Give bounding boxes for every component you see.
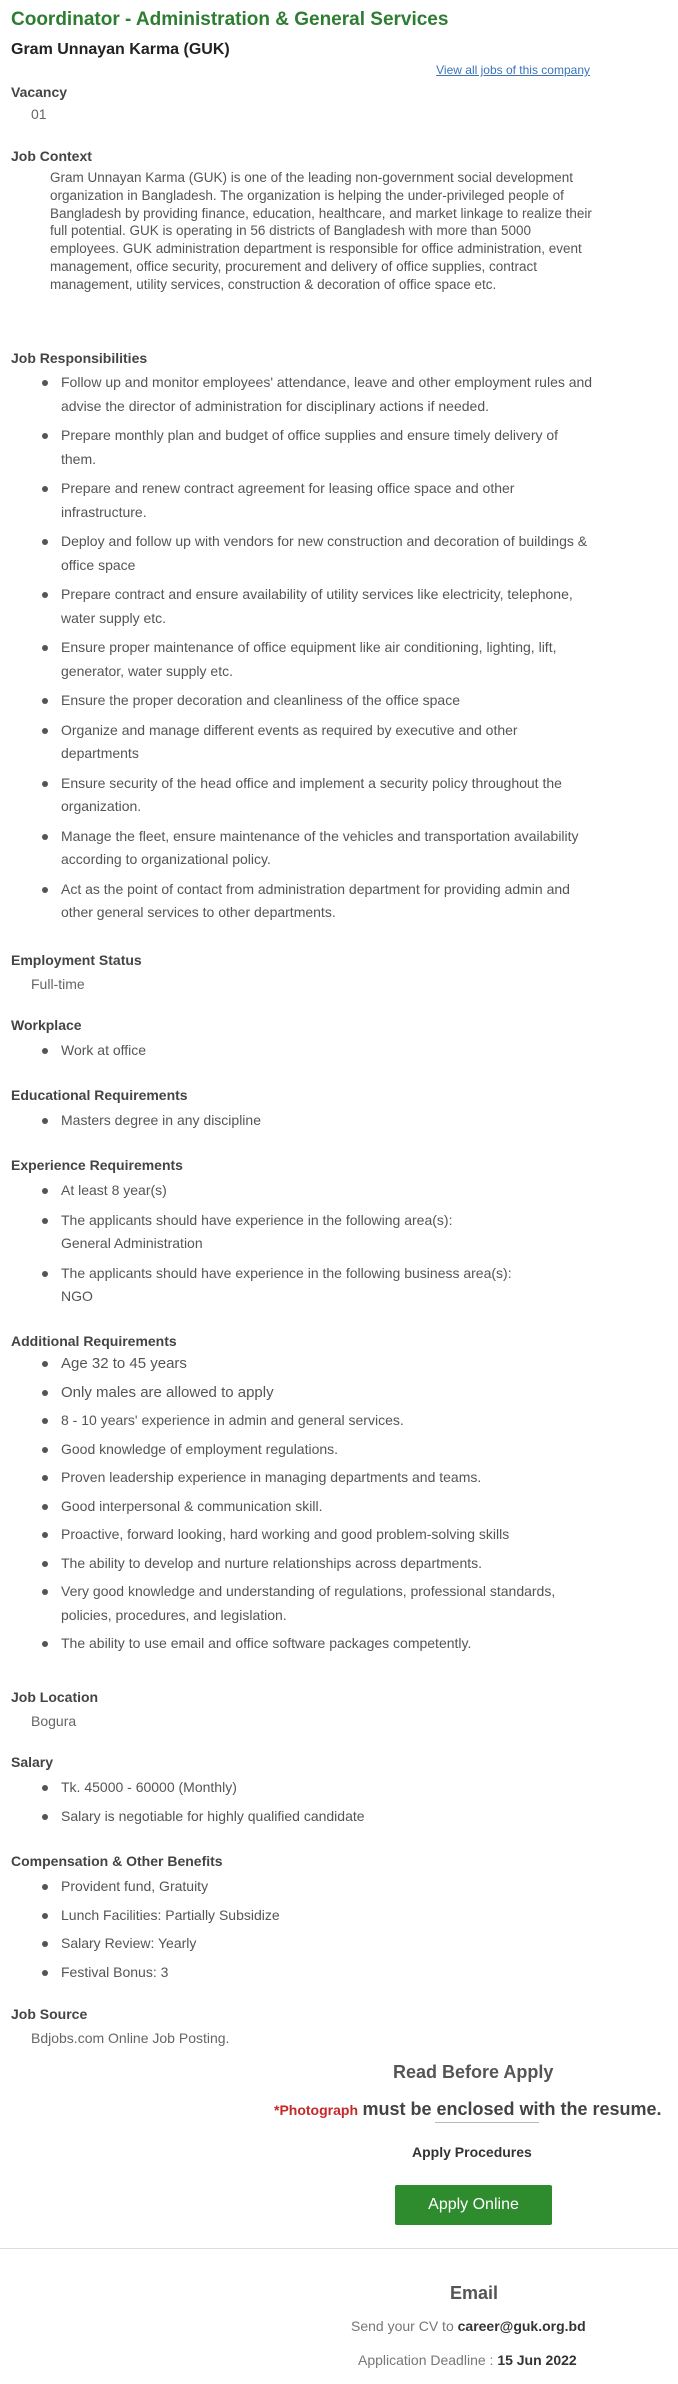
job-title: Coordinator - Administration & General Services [11,9,449,30]
deadline-label: Application Deadline : [358,2352,494,2368]
send-cv-prefix: Send your CV to [351,2318,454,2334]
list-item: Proven leadership experience in managing departments and teams. [50,1466,666,1490]
list-item: Festival Bonus: 3 [50,1961,666,1985]
divider [0,2248,678,2249]
job-context-section [11,147,666,294]
job-context-text: Gram Unnayan Karma (GUK) is one of the leading non-government social development organization in Bangladesh. The organization is helping the under-privileged people of Bangladesh by providing finance, education, healthcare, and market linkage to realize their full potential. GUK is operating in 56 districts of Bangladesh with more than 5000 employees. GUK administration department is responsible for office administration, event management, office security, procurement and delivery of office supplies, contract management, utility services, construction & decoration of office space etc. [50,170,592,292]
experience-area-value: General Administration [61,1235,203,1251]
company-name: Gram Unnayan Karma (GUK) [11,41,230,58]
application-deadline [358,2352,577,2368]
educational-requirements-title: Educational Requirements [11,1087,188,1103]
educational-requirements-section [11,1086,666,1133]
list-item: Deploy and follow up with vendors for new construction and decoration of buildings & office space [50,530,666,577]
email-heading: Email [450,2283,499,2303]
list-item: Ensure proper maintenance of office equipment like air conditioning, lighting, lift, generator, water supply etc. [50,636,666,683]
list-item: Good interpersonal & communication skill. [50,1495,666,1519]
list-item: Age 32 to 45 years [50,1352,666,1376]
job-location-section [11,1688,666,1730]
photograph-notice [274,2099,662,2120]
list-item: Good knowledge of employment regulations. [50,1438,666,1462]
experience-list [11,1179,666,1309]
photograph-notice-text: must be enclosed with the resume. [362,2099,662,2119]
apply-online-button[interactable]: Apply Online [395,2185,552,2225]
workplace-title: Workplace [11,1017,82,1033]
job-context-title: Job Context [11,148,92,164]
experience-requirements-section [11,1156,666,1309]
salary-title: Salary [11,1754,54,1770]
employment-status-section [11,951,666,993]
list-item: Manage the fleet, ensure maintenance of the vehicles and transportation availability according to organizational policy. [50,825,666,872]
vacancy-title: Vacancy [11,84,68,100]
workplace-section [11,1016,666,1063]
list-item: The ability to use email and office software packages competently. [50,1632,666,1656]
list-item: At least 8 year(s) [50,1179,666,1203]
deadline-value: 15 Jun 2022 [497,2352,577,2368]
employment-status-value: Full-time [31,976,85,992]
job-source-section [11,2005,666,2047]
list-item: Ensure security of the head office and implement a security policy throughout the organization. [50,772,666,819]
list-item [50,1262,666,1309]
experience-business-area-value: NGO [61,1288,93,1304]
list-item: Proactive, forward looking, hard working and good problem-solving skills [50,1523,666,1547]
list-item: Salary is negotiable for highly qualified candidate [50,1805,666,1829]
responsibilities-list [11,371,666,925]
list-item: Act as the point of contact from administration department for providing admin and other general services to other departments. [50,878,666,925]
list-item: Provident fund, Gratuity [50,1875,666,1899]
additional-requirements-section [11,1332,666,1656]
job-location-value: Bogura [31,1713,77,1729]
list-item: The ability to develop and nurture relationships across departments. [50,1552,666,1576]
salary-section [11,1753,666,1828]
job-source-title: Job Source [11,2006,88,2022]
list-item: Prepare monthly plan and budget of office supplies and ensure timely delivery of them. [50,424,666,471]
compensation-title: Compensation & Other Benefits [11,1853,223,1869]
compensation-section [11,1852,666,1984]
compensation-list [11,1875,666,1984]
list-item: Follow up and monitor employees' attendance, leave and other employment rules and advise the director of administration for disciplinary actions if needed. [50,371,666,418]
education-list [11,1109,666,1133]
send-cv-line [351,2318,586,2334]
view-all-jobs-link[interactable]: View all jobs of this company [436,63,590,77]
list-item: Tk. 45000 - 60000 (Monthly) [50,1776,666,1800]
list-item: Masters degree in any discipline [50,1109,666,1133]
list-item: Prepare and renew contract agreement for leasing office space and other infrastructure. [50,477,666,524]
job-location-title: Job Location [11,1689,99,1705]
job-details-page [0,0,678,79]
divider [435,2122,539,2123]
experience-requirements-title: Experience Requirements [11,1157,183,1173]
email-address[interactable]: career@guk.org.bd [457,2318,586,2334]
apply-procedures-heading: Apply Procedures [412,2144,532,2160]
list-item: Lunch Facilities: Partially Subsidize [50,1904,666,1928]
list-item: Ensure the proper decoration and cleanliness of the office space [50,689,666,713]
experience-business-area-intro: The applicants should have experience in the following business area(s): [61,1264,512,1281]
employment-status-title: Employment Status [11,952,142,968]
job-source-value: Bdjobs.com Online Job Posting. [31,2030,230,2046]
vacancy-section [11,83,666,123]
vacancy-value: 01 [31,106,47,122]
additional-requirements-list [11,1352,666,1656]
list-item: Only males are allowed to apply [50,1381,666,1405]
list-item: Prepare contract and ensure availability of utility services like electricity, telephone, water supply etc. [50,583,666,630]
list-item: Salary Review: Yearly [50,1932,666,1956]
job-responsibilities-title: Job Responsibilities [11,350,148,366]
list-item [50,1209,666,1256]
salary-list [11,1776,666,1828]
experience-area-intro: The applicants should have experience in the following area(s): [61,1211,453,1228]
list-item: Organize and manage different events as required by executive and other departments [50,719,666,766]
list-item: Very good knowledge and understanding of regulations, professional standards, policies, procedures, and legislation. [50,1580,666,1627]
read-before-apply-heading: Read Before Apply [393,2062,554,2082]
photograph-label: *Photograph [274,2102,358,2118]
list-item: Work at office [50,1039,666,1063]
workplace-list [11,1039,666,1063]
list-item: 8 - 10 years' experience in admin and general services. [50,1409,666,1433]
additional-requirements-title: Additional Requirements [11,1333,177,1349]
job-responsibilities-section [11,349,666,925]
